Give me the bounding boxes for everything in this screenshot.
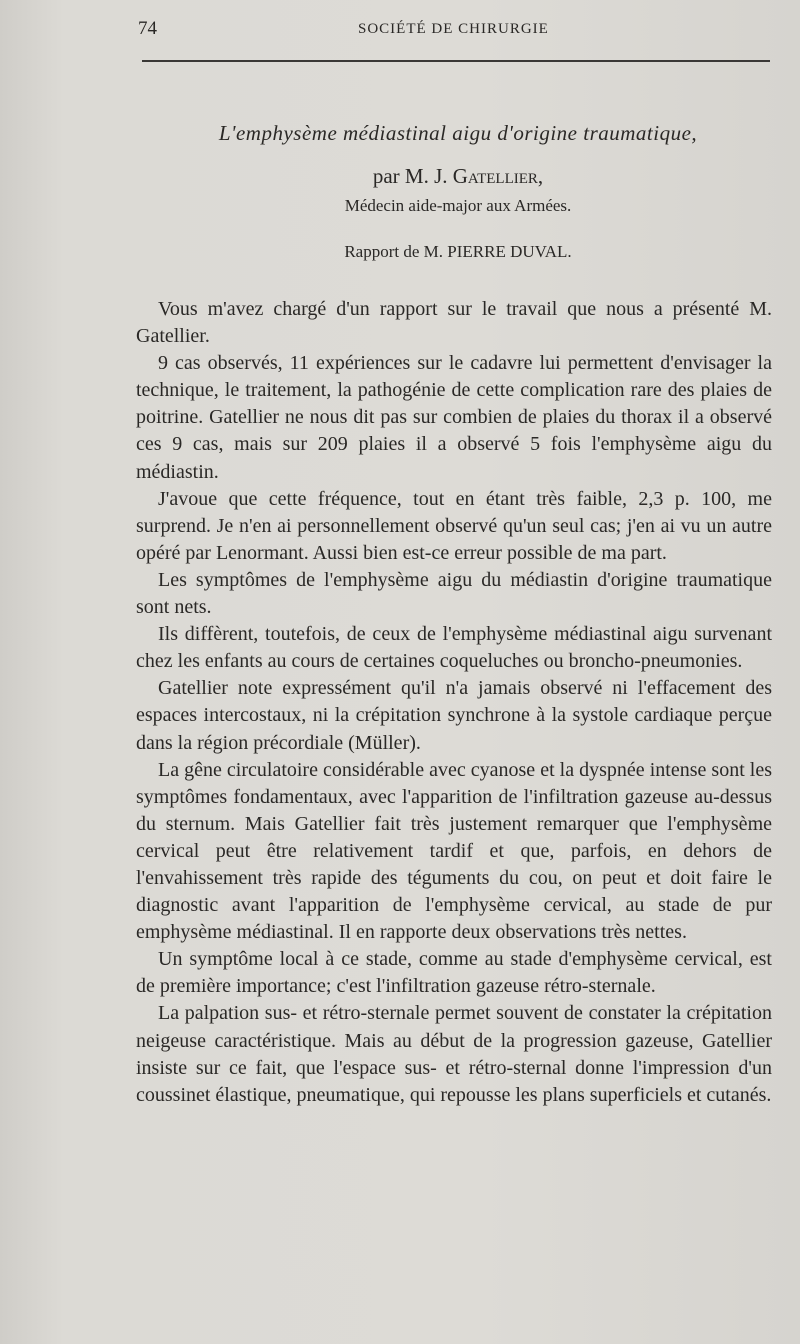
paragraph: Ils diffèrent, toutefois, de ceux de l'emphysème médiastinal aigu survenant chez les enfants au cours de certaines coqueluches ou broncho-pneumonies. <box>136 623 772 673</box>
paragraph: Vous m'avez chargé d'un rapport sur le travail que nous a présenté M. Gatellier. <box>136 298 772 348</box>
paragraph: La gêne circulatoire considérable avec cyanose et la dyspnée intense sont les symptômes fondamentaux, avec l'apparition de l'infiltration gazeuse au-dessus du sternum. Mais Gatellier fait très justement remarquer que l'emphysème cervical peut être relativement tardif et que, parfois, en dehors de l'envahissement très rapide des téguments du cou, on peut et doit faire le diagnostic avant l'apparition de l'emphysème cervical, au stade de pur emphysème médiastinal. Il en rapporte deux observations très nettes. <box>136 758 772 944</box>
paragraph: J'avoue que cette fréquence, tout en étant très faible, 2,3 p. 100, me surprend. Je n'en ai personnellement observé qu'un seul cas; j'en ai vu un autre opéré par Lenormant. Aussi bien est-ce erreur possible de ma part. <box>136 487 772 564</box>
article-title: L'emphysème médiastinal aigu d'origine traumatique, <box>218 121 698 145</box>
page-header <box>138 18 770 44</box>
author-name: Gatellier, <box>452 164 544 188</box>
author-affiliation: Médecin aide-major aux Armées. <box>344 196 572 215</box>
paragraph: La palpation sus- et rétro-sternale permet souvent de constater la crépitation neigeuse caractéristique. Mais au début de la progression gazeuse, Gatellier insiste sur ce fait, que l'espace sus- et rétro-sternal donne l'impression d'un coussinet élastique, pneumatique, qui repousse les plans superficiels et cutanés. <box>136 1002 772 1106</box>
paragraph: Gatellier note expressément qu'il n'a jamais observé ni l'effacement des espaces intercostaux, ni la crépitation synchrone à la systole cardiaque perçue dans la région précordiale (Müller). <box>136 677 772 754</box>
report-line: Rapport de M. PIERRE DUVAL. <box>344 242 572 261</box>
article-heading <box>138 118 778 267</box>
author-prefix: par M. J. <box>372 164 453 188</box>
paragraph: 9 cas observés, 11 expériences sur le cadavre lui permettent d'envisager la technique, le traitement, la pathogénie de cette complication rare des plaies de poitrine. Gatellier ne nous dit pas sur combien de plaies du thorax il a observé ces 9 cas, mais sur 209 plaies il a observé 5 fois l'emphysème aigu du médiastin. <box>136 352 772 483</box>
paragraph: Un symptôme local à ce stade, comme au stade d'emphysème cervical, est de première importance; c'est l'infiltration gazeuse rétro-sternale. <box>136 948 772 998</box>
article-author <box>138 161 778 191</box>
page-number: 74 <box>138 18 157 39</box>
running-head: SOCIÉTÉ DE CHIRURGIE <box>358 21 549 37</box>
header-rule <box>142 60 770 62</box>
body-text <box>136 296 772 1109</box>
paragraph: Les symptômes de l'emphysème aigu du médiastin d'origine traumatique sont nets. <box>136 568 772 619</box>
